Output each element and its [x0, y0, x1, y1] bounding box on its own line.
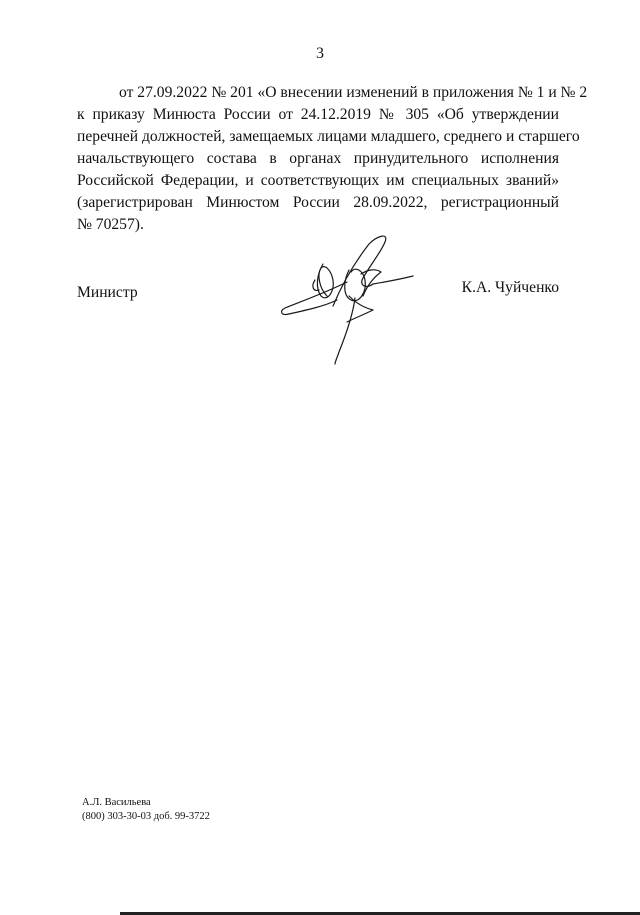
- body-line: начальствующего состава в органах принудительного исполнения: [77, 150, 559, 167]
- signatory-name: К.А. Чуйченко: [461, 279, 559, 296]
- body-line: № 70257).: [77, 216, 144, 233]
- handwritten-signature: [277, 230, 417, 370]
- signature-block: [77, 230, 559, 370]
- signatory-title: Министр: [77, 284, 138, 301]
- body-line: к приказу Минюста России от 24.12.2019 № 305 «Об утверждении: [77, 106, 559, 123]
- body-line: Российской Федерации, и соответствующих им специальных званий»: [77, 172, 559, 189]
- body-line: (зарегистрирован Минюстом России 28.09.2022, регистрационный: [77, 194, 559, 211]
- page-number: 3: [316, 45, 324, 62]
- contact-info: [82, 796, 210, 824]
- contact-person: А.Л. Васильева: [82, 797, 151, 808]
- body-line: перечней должностей, замещаемых лицами младшего, среднего и старшего: [77, 128, 580, 145]
- body-line: от 27.09.2022 № 201 «О внесении изменений в приложения № 1 и № 2: [119, 84, 588, 101]
- contact-phone: (800) 303-30-03 доб. 99-3722: [82, 811, 210, 822]
- body-paragraph: [77, 82, 588, 236]
